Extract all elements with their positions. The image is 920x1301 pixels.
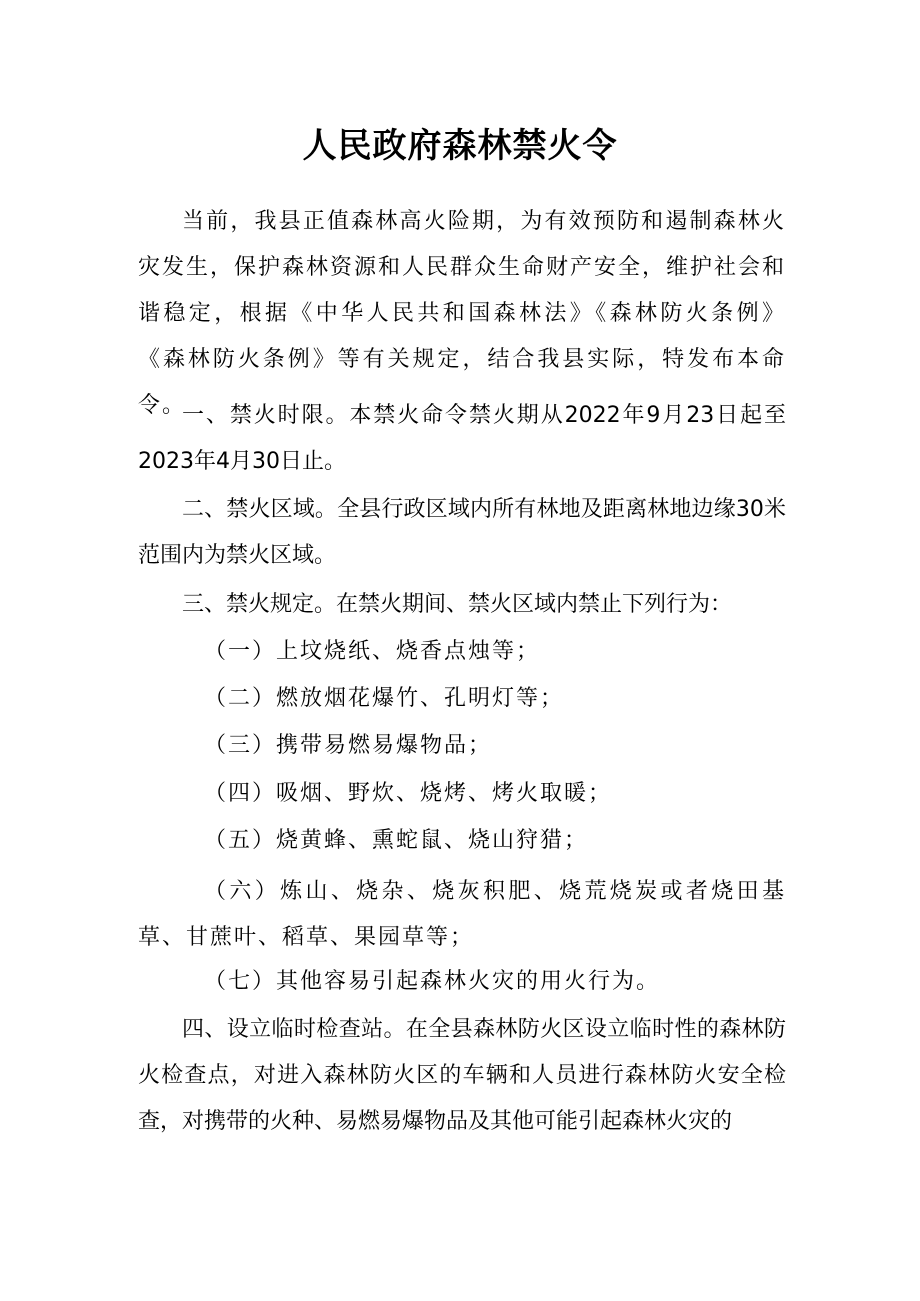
- rule-item-7: （七）其他容易引起森林火灾的用火行为。: [204, 969, 661, 994]
- document-title: 人民政府森林禁火令: [302, 126, 618, 166]
- section-1-time-limit: 一、禁火时限。本禁火命令禁火期从2022年9月23日起至2023年4月30日止。: [138, 403, 786, 474]
- section-3-fire-ban-rules: 三、禁火规定。在禁火期间、禁火区域内禁止下列行为：: [182, 592, 733, 617]
- rule-item-4: （四）吸烟、野炊、烧烤、烤火取暖；: [204, 781, 613, 806]
- rule-item-5: （五）烧黄蜂、熏蛇鼠、烧山狩猎；: [204, 828, 589, 853]
- section-2-fire-ban-area: 二、禁火区域。全县行政区域内所有林地及距离林地边缘30米范围内为禁火区域。: [138, 497, 786, 568]
- section-4-checkpoints: 四、设立临时检查站。在全县森林防火区设立临时性的森林防火检查点，对进入森林防火区的车辆和人员进行森林防火安全检查，对携带的火种、易燃易爆物品及其他可能引起森林火灾的: [138, 1017, 786, 1134]
- intro-paragraph: 当前，我县正值森林高火险期，为有效预防和遏制森林火灾发生，保护森林资源和人民群众生命财产安全，维护社会和谐稳定，根据《中华人民共和国森林法》《森林防火条例》《森林防火条例》等有关规定，结合我县实际，特发布本命令。: [138, 209, 787, 418]
- rule-item-6: （六）炼山、烧杂、烧灰积肥、烧荒烧炭或者烧田基草、甘蔗叶、稻草、果园草等；: [138, 879, 786, 950]
- rule-item-3: （三）携带易燃易爆物品；: [204, 733, 493, 758]
- rule-item-1: （一）上坟烧纸、烧香点烛等；: [204, 639, 541, 664]
- rule-item-2: （二）燃放烟花爆竹、孔明灯等；: [204, 686, 565, 711]
